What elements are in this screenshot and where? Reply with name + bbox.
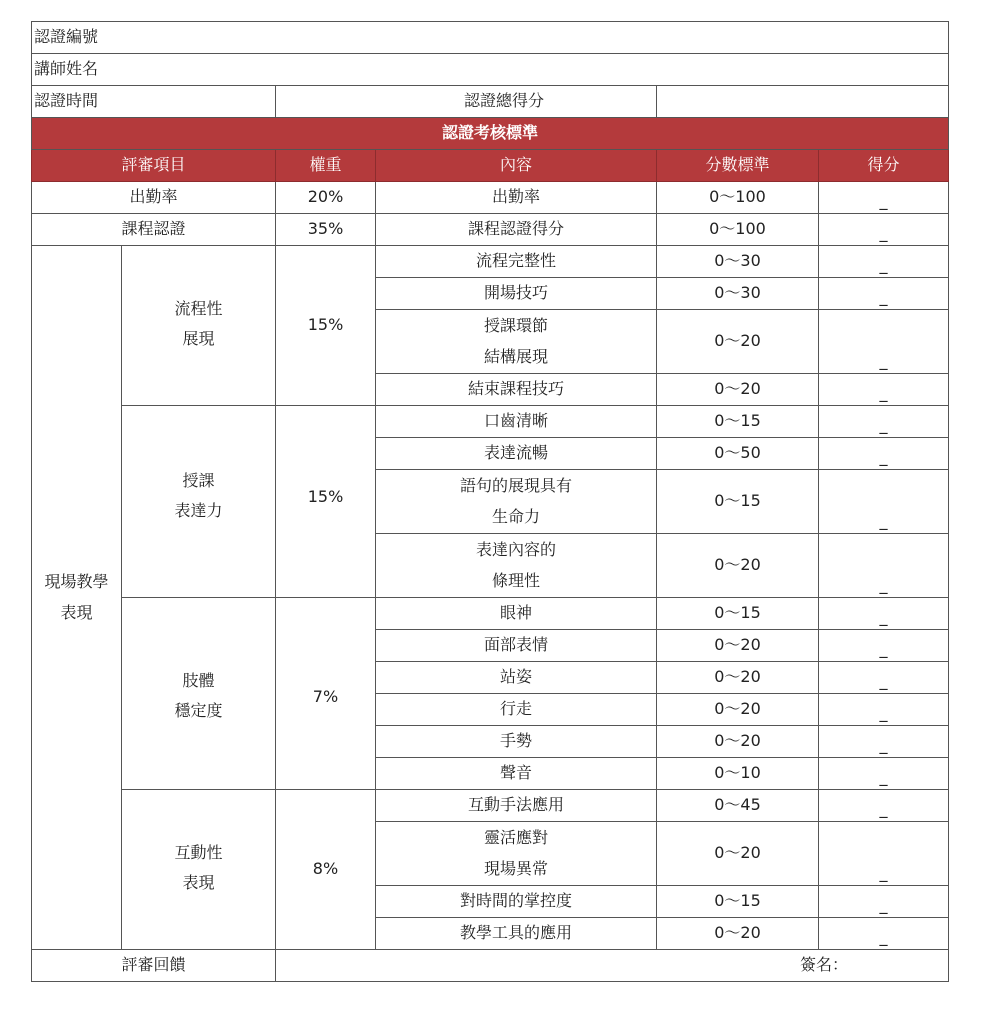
- score-range: 0～20: [657, 822, 819, 886]
- content-line1: 授課環節: [483, 316, 548, 336]
- score-field[interactable]: _: [819, 822, 949, 886]
- score-field[interactable]: _: [819, 662, 949, 694]
- lecturer-name-label: 講師姓名: [32, 54, 949, 86]
- table-row: [32, 598, 949, 630]
- feedback-row: [32, 950, 949, 982]
- score-range: 0～20: [657, 726, 819, 758]
- item-name: 出勤率: [32, 182, 276, 214]
- score-field[interactable]: _: [819, 214, 949, 246]
- score-range: 0～30: [657, 278, 819, 310]
- table-row: [32, 406, 949, 438]
- score-field[interactable]: _: [819, 598, 949, 630]
- content: 面部表情: [376, 630, 657, 662]
- table-row: [32, 246, 949, 278]
- content: 眼神: [376, 598, 657, 630]
- group-name-line2: 表現: [182, 873, 215, 893]
- total-score-label: 認證總得分: [464, 91, 545, 111]
- score-range: 0～20: [657, 662, 819, 694]
- cert-time-label: 認證時間: [32, 86, 276, 118]
- score-range: 0～15: [657, 886, 819, 918]
- content: 對時間的掌控度: [376, 886, 657, 918]
- item-name: 課程認證: [32, 214, 276, 246]
- signature-label: 簽名：: [276, 950, 949, 982]
- score-field[interactable]: _: [819, 406, 949, 438]
- score-field[interactable]: _: [819, 438, 949, 470]
- content-line1: 靈活應對: [483, 828, 548, 848]
- content: [376, 822, 657, 886]
- group-name-line2: 展現: [182, 329, 215, 349]
- form-title: 認證考核標準: [32, 118, 949, 150]
- score-range: 0～15: [657, 406, 819, 438]
- cert-time-field[interactable]: [276, 86, 657, 118]
- total-score-field[interactable]: [657, 86, 949, 118]
- score-range: 0～15: [657, 598, 819, 630]
- score-range: 0～50: [657, 438, 819, 470]
- group-weight: 15%: [276, 246, 376, 406]
- score-field[interactable]: _: [819, 374, 949, 406]
- content: 表達流暢: [376, 438, 657, 470]
- score-field[interactable]: _: [819, 182, 949, 214]
- group-name-line1: 授課: [182, 471, 215, 490]
- content: 流程完整性: [376, 246, 657, 278]
- score-field[interactable]: _: [819, 694, 949, 726]
- score-range: 0～10: [657, 758, 819, 790]
- score-field[interactable]: _: [819, 470, 949, 534]
- header-score: 得分: [819, 150, 949, 182]
- score-range: 0～20: [657, 310, 819, 374]
- score-range: 0～20: [657, 918, 819, 950]
- score-range: 0～15: [657, 470, 819, 534]
- score-range: 0～100: [657, 214, 819, 246]
- certification-form: [31, 21, 949, 982]
- content: 結束課程技巧: [376, 374, 657, 406]
- content: [376, 470, 657, 534]
- content: 手勢: [376, 726, 657, 758]
- group-name: [122, 406, 276, 598]
- score-range: 0～30: [657, 246, 819, 278]
- score-field[interactable]: _: [819, 310, 949, 374]
- score-field[interactable]: _: [819, 758, 949, 790]
- content: 聲音: [376, 758, 657, 790]
- header-weight: 權重: [276, 150, 376, 182]
- group-name: [122, 246, 276, 406]
- score-range: 0～20: [657, 534, 819, 598]
- group-name-line1: 流程性: [174, 299, 223, 318]
- content: 站姿: [376, 662, 657, 694]
- group-weight: 7%: [276, 598, 376, 790]
- content: 教學工具的應用: [376, 918, 657, 950]
- section-label: [32, 246, 122, 950]
- table-row: [32, 790, 949, 822]
- content: 互動手法應用: [376, 790, 657, 822]
- table-row: [32, 214, 949, 246]
- header-item: 評審項目: [32, 150, 276, 182]
- content-line2: 結構展現: [483, 346, 548, 366]
- table-row: [32, 182, 949, 214]
- content: 課程認證得分: [376, 214, 657, 246]
- content-line2: 條理性: [491, 570, 540, 590]
- score-range: 0～45: [657, 790, 819, 822]
- score-field[interactable]: _: [819, 886, 949, 918]
- score-field[interactable]: _: [819, 630, 949, 662]
- score-field[interactable]: _: [819, 278, 949, 310]
- score-field[interactable]: _: [819, 790, 949, 822]
- weight: 20%: [276, 182, 376, 214]
- score-range: 0～20: [657, 374, 819, 406]
- content: 出勤率: [376, 182, 657, 214]
- content: 行走: [376, 694, 657, 726]
- score-field[interactable]: _: [819, 726, 949, 758]
- score-range: 0～20: [657, 630, 819, 662]
- score-field[interactable]: _: [819, 246, 949, 278]
- content-line2: 生命力: [491, 506, 540, 526]
- group-name-line2: 表達力: [174, 501, 223, 521]
- section-label-line2: 表現: [60, 602, 93, 622]
- feedback-label: 評審回饋: [32, 950, 276, 982]
- score-field[interactable]: _: [819, 534, 949, 598]
- content-line1: 語句的展現具有: [459, 476, 572, 496]
- content: 口齒清晰: [376, 406, 657, 438]
- header-range: 分數標準: [657, 150, 819, 182]
- content: [376, 534, 657, 598]
- score-field[interactable]: _: [819, 918, 949, 950]
- group-name-line1: 肢體: [182, 671, 215, 690]
- content: [376, 310, 657, 374]
- content-line1: 表達內容的: [475, 540, 556, 560]
- group-weight: 8%: [276, 790, 376, 950]
- group-name-line1: 互動性: [174, 843, 223, 862]
- cert-number-label: 認證編號: [32, 22, 949, 54]
- section-label-line1: 現場教學: [44, 572, 109, 592]
- group-weight: 15%: [276, 406, 376, 598]
- group-name: [122, 598, 276, 790]
- weight: 35%: [276, 214, 376, 246]
- score-range: 0～20: [657, 694, 819, 726]
- header-content: 內容: [376, 150, 657, 182]
- score-range: 0～100: [657, 182, 819, 214]
- group-name-line2: 穩定度: [174, 701, 223, 721]
- group-name: [122, 790, 276, 950]
- content-line2: 現場異常: [483, 858, 548, 878]
- content: 開場技巧: [376, 278, 657, 310]
